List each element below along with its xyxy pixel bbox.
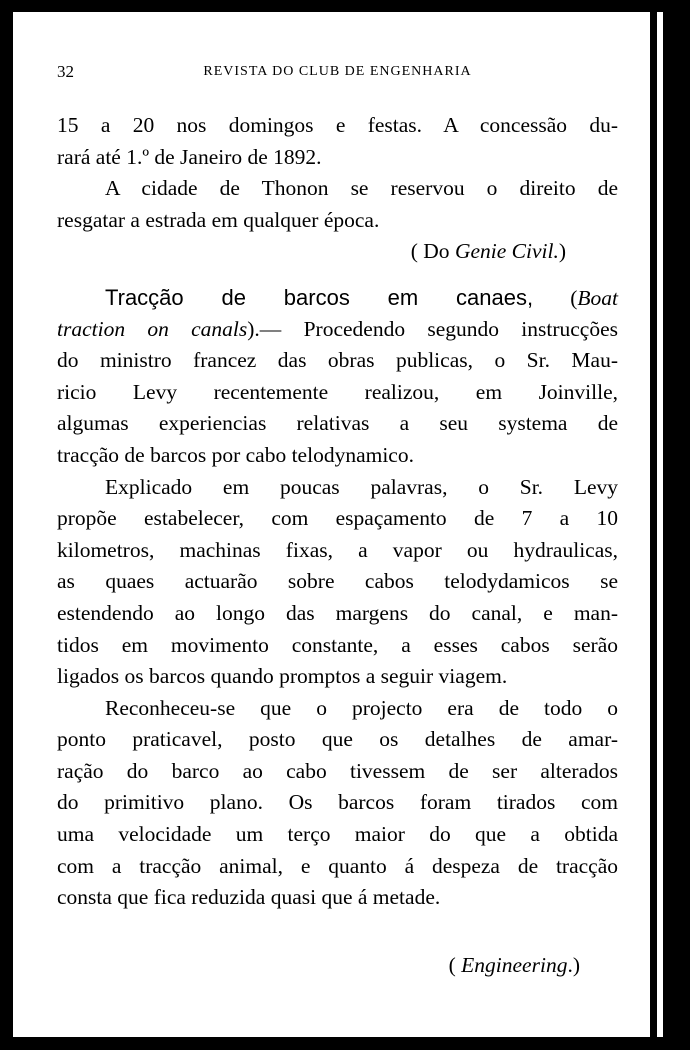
- text-line: resgatar a estrada em qualquer época.: [57, 207, 380, 232]
- source-citation: [57, 236, 618, 268]
- text-line: ração do barco ao cabo tivessem de ser alterados: [57, 758, 618, 783]
- page-edge-rule: [657, 12, 663, 1037]
- page-number: 32: [57, 62, 74, 81]
- citation-prefix: ( Do: [410, 239, 450, 264]
- text-line: tracção de barcos por cabo telodynamico.: [57, 442, 414, 467]
- text-line: algumas experiencias relativas a seu systema de: [57, 411, 618, 436]
- text-line: [57, 314, 618, 346]
- citation-suffix: ): [558, 239, 566, 264]
- text-line: do primitivo plano. Os barcos foram tirados com: [57, 790, 618, 815]
- article-heading-line: [57, 282, 618, 314]
- citation-prefix: (: [448, 953, 456, 977]
- text-line: com a tracção animal, e quanto á despeza de tracção: [57, 853, 618, 878]
- text-line: Explicado em poucas palavras, o Sr. Levy: [105, 474, 618, 499]
- text-line: 15 a 20 nos domingos e festas. A concessão du-: [57, 113, 618, 137]
- running-title: REVISTA DO CLUB DE ENGENHARIA: [203, 64, 472, 79]
- text-line: ponto praticavel, posto que os detalhes de amar-: [57, 727, 618, 752]
- article-title: Tracção de barcos em canaes,: [105, 284, 534, 310]
- spacer: [57, 268, 618, 282]
- text-line: kilometros, machinas fixas, a vapor ou hydraulicas,: [57, 537, 618, 562]
- text-line: as quaes actuarão sobre cabos telodydamicos se: [57, 569, 618, 594]
- text-line: rará até 1.º de Janeiro de 1892.: [57, 144, 322, 169]
- citation-title: Genie Civil.: [454, 239, 559, 264]
- text-line: estendendo ao longo das margens do canal, e man-: [57, 600, 618, 625]
- english-title-part2: traction on canals: [57, 316, 248, 341]
- text-line: ricio Levy recentemente realizou, em Joinville,: [57, 379, 618, 404]
- text-line: uma velocidade um terço maior do que a obtida: [57, 822, 618, 847]
- text-line: tidos em movimento constante, a esses cabos serão: [57, 632, 618, 657]
- text-fragment: ).— Procedendo segundo instrucções: [247, 316, 618, 341]
- source-citation-final: [57, 953, 618, 978]
- text-line: Reconheceu-se que o projecto era de todo o: [105, 695, 618, 720]
- text-line: propõe estabelecer, com espaçamento de 7 a 10: [57, 506, 618, 531]
- paren-open: (: [570, 285, 578, 310]
- text-line: do ministro francez das obras publicas, o Sr. Mau-: [57, 348, 618, 373]
- english-title-part1: Boat: [577, 285, 618, 310]
- page-body: [57, 110, 618, 914]
- text-line: ligados os barcos quando promptos a seguir viagem.: [57, 664, 508, 689]
- text-line: A cidade de Thonon se reservou o direito de: [105, 176, 618, 201]
- citation-suffix: .): [567, 953, 580, 977]
- text-line: consta que fica reduzida quasi que á metade.: [57, 885, 441, 910]
- citation-title: Engineering: [461, 953, 568, 977]
